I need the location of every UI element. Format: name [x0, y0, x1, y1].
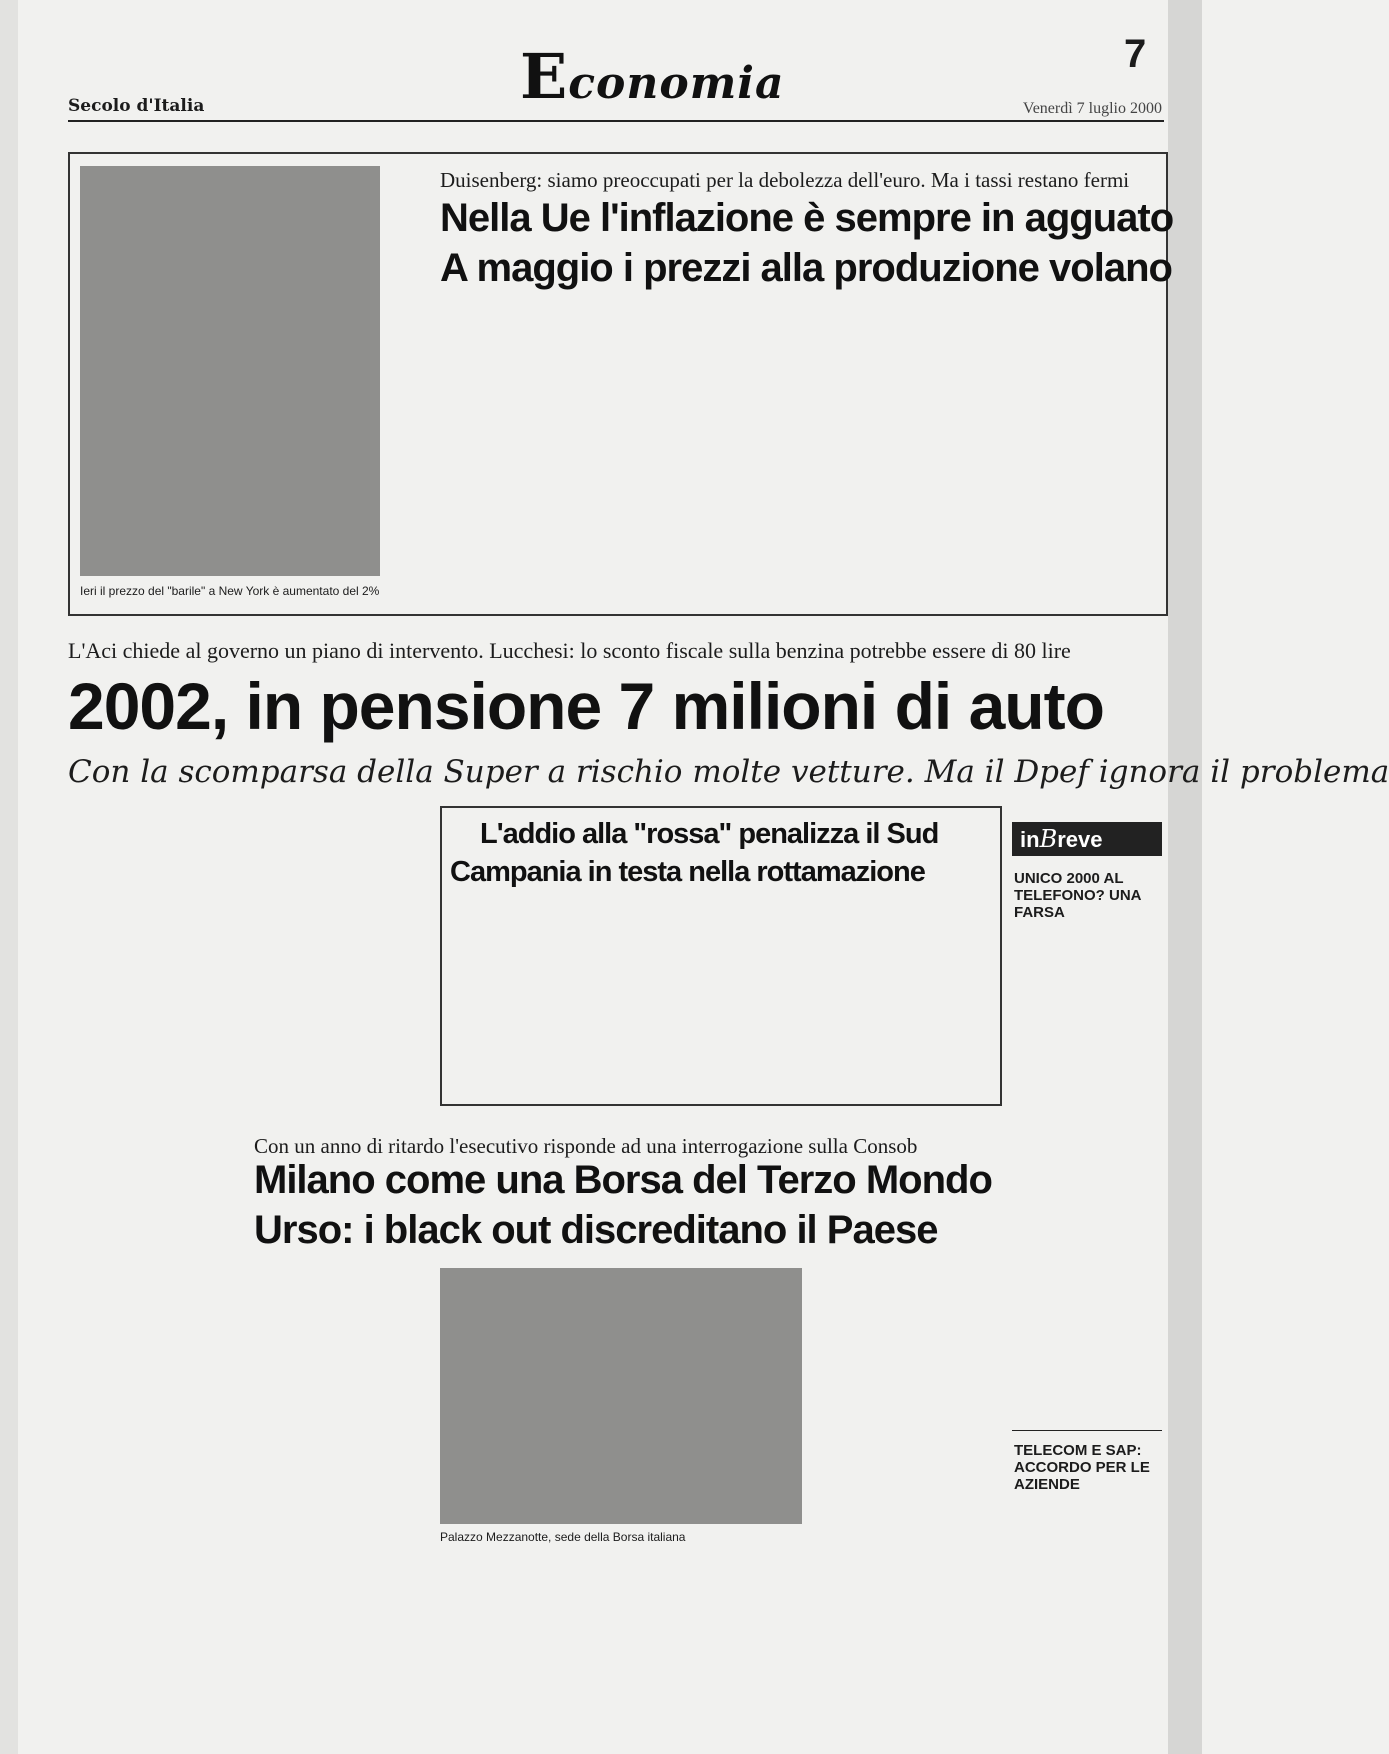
issue-date: Venerdì 7 luglio 2000 [1022, 100, 1162, 117]
borsa-kicker: Con un anno di ritardo l'esecutivo risponde ad una interrogazione sulla Consob [254, 1134, 918, 1158]
cars-kicker: L'Aci chiede al governo un piano di intervento. Lucchesi: lo sconto fiscale sulla benzina potrebbe essere di 80 lire [68, 638, 1071, 663]
brief-1-body [1014, 930, 1160, 1424]
brief-2-body [1014, 1502, 1160, 1736]
borsa-headline-1: Milano come una Borsa del Terzo Mondo [254, 1158, 992, 1202]
page-edge [1168, 0, 1202, 1754]
page-gutter [0, 0, 18, 1754]
section-name: conomia [568, 58, 785, 109]
cars-body-col-2 [252, 802, 424, 1102]
inflation-body-text [456, 306, 1146, 596]
borsa-photo-caption: Palazzo Mezzanotte, sede della Borsa italiana [440, 1530, 686, 1544]
banner-initial: B [1039, 825, 1058, 853]
in-breve-banner [1012, 822, 1162, 856]
inflation-kicker: Duisenberg: siamo preoccupati per la debolezza dell'euro. Ma i tassi restano fermi [440, 168, 1130, 192]
oil-photo-caption: Ieri il prezzo del "barile" a New York è aumentato del 2% [80, 584, 380, 598]
oil-platform-photo [80, 166, 380, 576]
palazzo-mezzanotte-photo [440, 1268, 802, 1524]
south-body-text [452, 900, 986, 1090]
borsa-body-col-2-3 [440, 1550, 802, 1736]
cars-subhead: Con la scomparsa della Super a rischio molte vetture. Ma il Dpef ignora il problema [68, 754, 1389, 790]
inflation-headline-1: Nella Ue l'inflazione è sempre in agguato [440, 196, 1174, 240]
section-title [520, 40, 785, 113]
south-headline-2: Campania in testa nella rottamazione [450, 856, 925, 888]
page-number: 7 [1124, 32, 1147, 76]
banner-rest: reve [1057, 827, 1103, 852]
section-initial: E [520, 40, 569, 113]
brief-2-title: TELECOM E SAP: ACCORDO PER LE AZIENDE [1014, 1442, 1150, 1493]
cars-headline: 2002, in pensione 7 milioni di auto [68, 669, 1104, 743]
borsa-body-col-1 [254, 1266, 434, 1736]
header-rule [68, 120, 1164, 122]
banner-in: in [1020, 827, 1040, 852]
masthead: Secolo d'Italia [68, 96, 205, 116]
borsa-body-col-4 [818, 1266, 996, 1736]
brief-divider [1012, 1430, 1162, 1431]
borsa-headline-2: Urso: i black out discreditano il Paese [254, 1208, 938, 1252]
brief-1-title: UNICO 2000 AL TELEFONO? UNA FARSA [1014, 870, 1141, 921]
inflation-headline-2: A maggio i prezzi alla produzione volano [440, 246, 1172, 290]
cars-body-col-1 [68, 802, 238, 1742]
south-headline-1: L'addio alla "rossa" penalizza il Sud [480, 818, 939, 850]
